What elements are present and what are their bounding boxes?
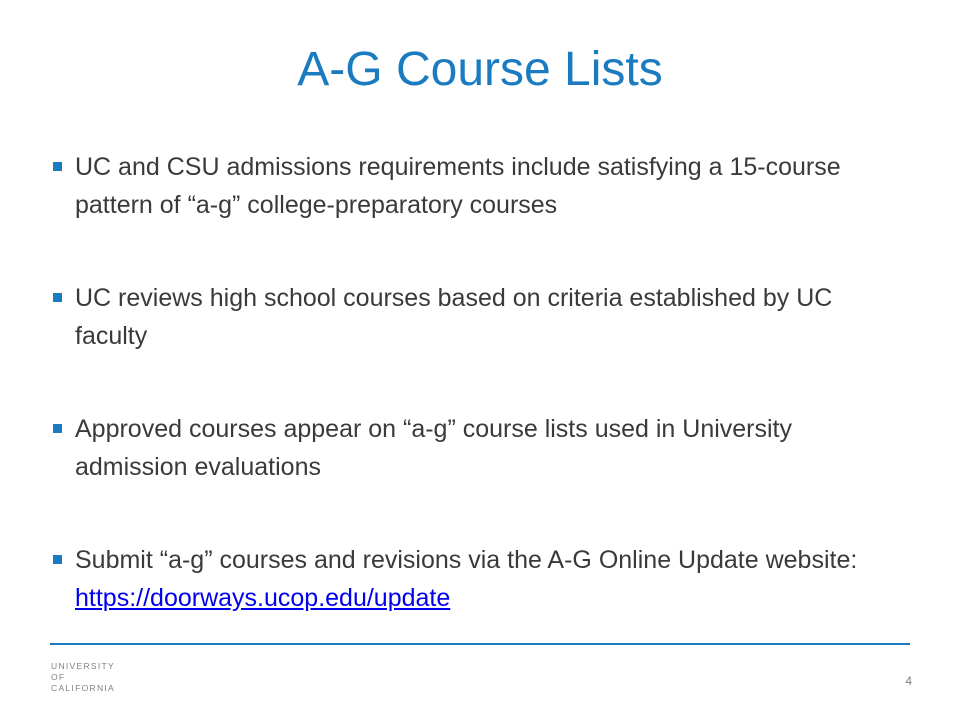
bullet-item	[50, 541, 910, 617]
university-of-california-logo	[51, 661, 115, 694]
square-bullet-icon	[53, 293, 62, 302]
bullet-text: Submit “a-g” courses and revisions via the A-G Online Update website:	[75, 546, 858, 574]
bullet-item	[50, 148, 910, 224]
bullet-text: UC reviews high school courses based on criteria established by UC faculty	[75, 284, 833, 350]
logo-line: UNIVERSITY	[51, 661, 116, 671]
bullet-item	[50, 410, 910, 486]
bullet-text: Approved courses appear on “a-g” course lists used in University admission evaluations	[75, 415, 793, 481]
logo-line: CALIFORNIA	[51, 683, 116, 693]
bullet-list	[50, 148, 910, 672]
page-number: 4	[905, 674, 912, 688]
square-bullet-icon	[53, 555, 62, 564]
bullet-item	[50, 279, 910, 355]
update-website-link[interactable]: https://doorways.ucop.edu/update	[75, 584, 451, 612]
bullet-text: UC and CSU admissions requirements include satisfying a 15-course pattern of “a-g” college-preparatory courses	[75, 153, 841, 219]
footer-divider	[50, 643, 910, 645]
square-bullet-icon	[53, 424, 62, 433]
logo-line: OF	[51, 672, 66, 682]
square-bullet-icon	[53, 162, 62, 171]
slide-title: A-G Course Lists	[297, 43, 663, 96]
